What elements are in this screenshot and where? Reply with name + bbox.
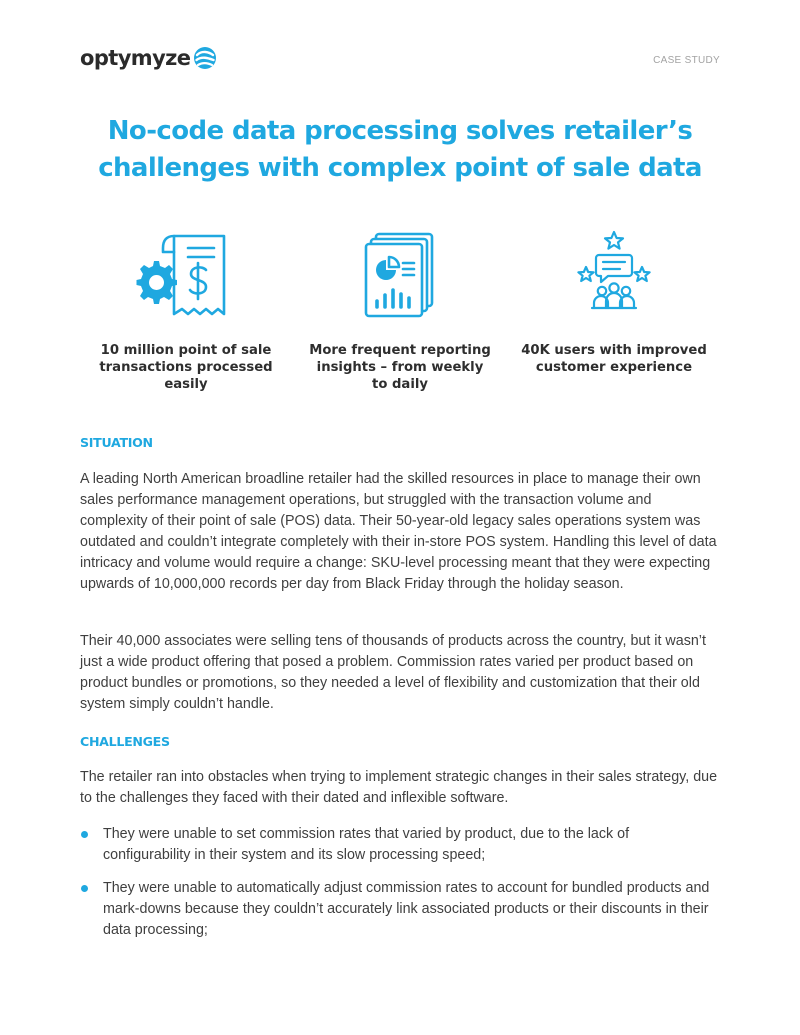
challenges-heading: CHALLENGES: [80, 734, 170, 749]
list-item: [80, 824, 720, 866]
feature-label: 10 million point of sale transactions processed easily: [99, 343, 273, 392]
feature-reporting: [292, 228, 508, 393]
logo: [80, 46, 217, 70]
situation-heading: SITUATION: [80, 435, 153, 450]
feature-transactions: [78, 228, 294, 393]
gear-receipt-dollar-icon: [136, 228, 236, 320]
page-title-line-1: No-code data processing solves retailer’s: [107, 116, 693, 146]
situation-paragraph-2: Their 40,000 associates were selling tens of thousands of products across the country, but it wasn’t just a wide product offering that posed a problem. Commission rates varied per product based on product bundles or promotions, so they needed a level of flexibility and customization that their old system simply couldn’t handle.: [80, 633, 706, 712]
feature-users: [506, 228, 722, 376]
challenges-list: [80, 824, 720, 953]
report-documents-icon: [358, 228, 442, 320]
list-item-text: They were unable to set commission rates that varied by product, due to the lack of configurability in their system and its slow processing speed;: [103, 826, 630, 863]
bullet-dot-icon: [81, 885, 88, 892]
challenges-intro: The retailer ran into obstacles when trying to implement strategic changes in their sales strategy, due to the challenges they faced with their dated and inflexible software.: [80, 769, 718, 806]
case-study-label: CASE STUDY: [653, 55, 720, 66]
users-rating-stars-icon: [572, 228, 656, 320]
page-title: [60, 113, 740, 187]
feature-label: 40K users with improved customer experience: [521, 343, 707, 375]
feature-label: More frequent reporting insights – from weekly to daily: [309, 343, 491, 392]
bullet-dot-icon: [81, 831, 88, 838]
feature-highlights: [78, 228, 728, 398]
logo-text: optymyze: [80, 46, 191, 70]
list-item-text: They were unable to automatically adjust commission rates to account for bundled products and mark-downs because they couldn’t accurately link associated products or their discounts in their data processing;: [103, 880, 710, 938]
situation-paragraph-1: A leading North American broadline retailer had the skilled resources in place to manage their own sales performance management operations, but struggled with the transaction volume and complexity of their point of sale (POS) data. Their 50-year-old legacy sales operations system was outdated and couldn’t integrate completely with their in-store POS system. Handling this level of data intricacy and volume would require a change: SKU-level processing meant that they were expecting upwards of 10,000,000 records per day from Black Friday through the holiday season.: [80, 471, 717, 592]
page-title-line-2: challenges with complex point of sale data: [98, 153, 702, 183]
optymyze-swirl-icon: [193, 46, 217, 70]
list-item: [80, 878, 720, 941]
